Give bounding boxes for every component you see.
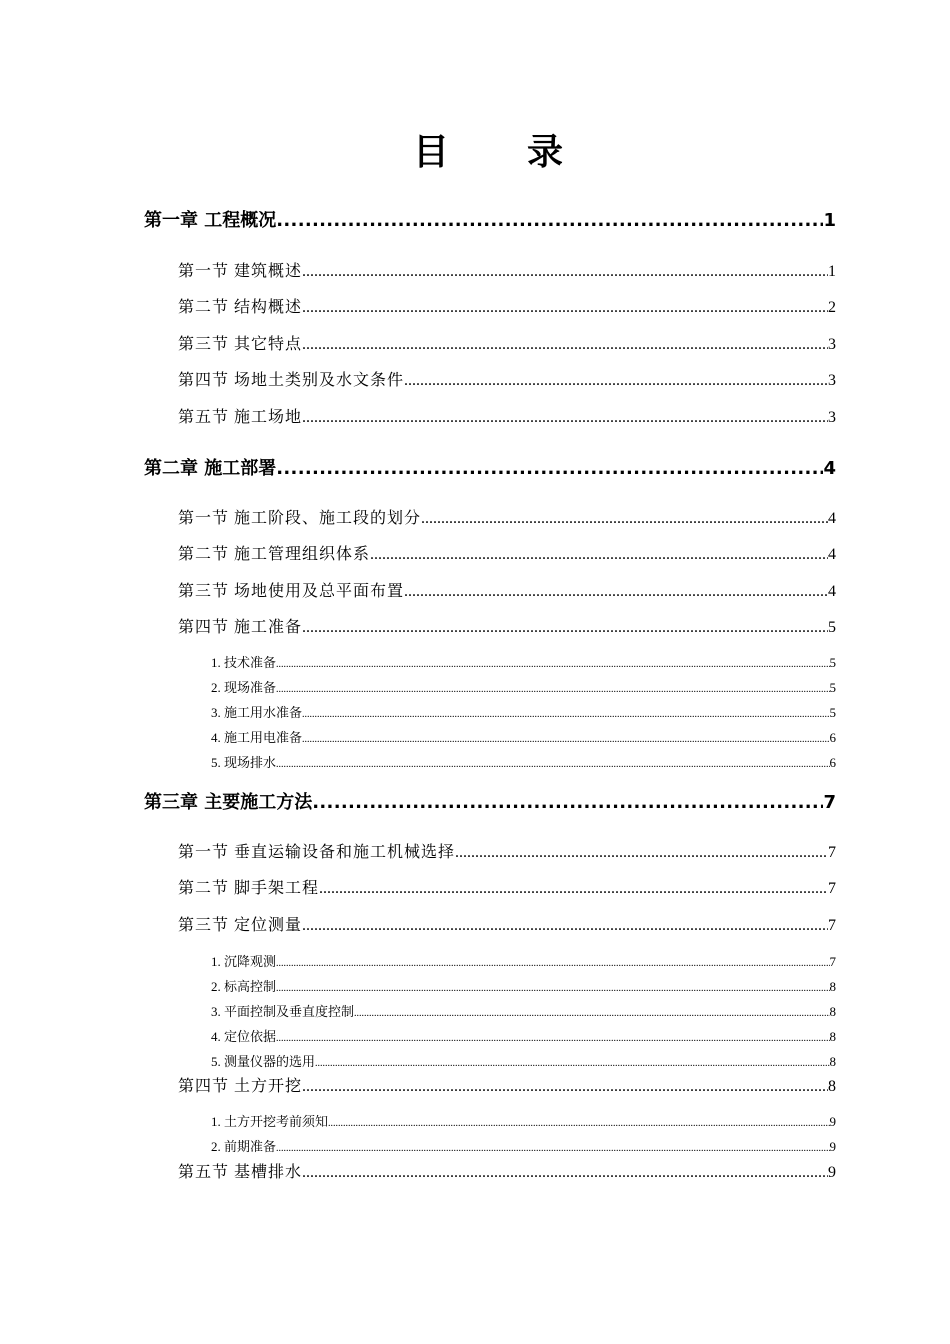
dot-leader — [276, 1143, 829, 1154]
dot-leader — [328, 1118, 829, 1129]
toc-entry-page-number: 1 — [823, 210, 836, 231]
dot-leader — [302, 1078, 828, 1096]
dot-leader — [370, 546, 828, 564]
dot-leader — [302, 917, 828, 935]
dot-leader — [276, 684, 829, 695]
toc-entry-section[interactable] — [178, 367, 836, 391]
toc-entry-page-number: 8 — [829, 1004, 836, 1019]
dot-leader — [302, 1164, 828, 1182]
toc-entry-section[interactable] — [178, 614, 836, 638]
toc-entry-item[interactable] — [211, 1026, 836, 1046]
toc-entry-section[interactable] — [178, 839, 836, 863]
toc-entry-label: 第一节 建筑概述 — [178, 263, 303, 280]
dot-leader — [276, 458, 823, 479]
toc-entry-page-number: 4 — [828, 546, 836, 563]
dot-leader — [404, 372, 828, 390]
toc-entry-page-number: 2 — [828, 299, 836, 316]
toc-entry-page-number: 9 — [829, 1114, 836, 1129]
toc-entry-page-number: 7 — [828, 844, 836, 861]
toc-entry-label: 4. 定位依据 — [211, 1029, 277, 1044]
toc-entry-label: 5. 测量仪器的选用 — [211, 1054, 316, 1069]
toc-entry-chapter[interactable] — [144, 454, 836, 482]
toc-entry-label: 第三章 主要施工方法 — [144, 792, 313, 813]
dot-leader — [455, 844, 828, 862]
toc-entry-page-number: 4 — [828, 510, 836, 527]
toc-entry-page-number: 4 — [828, 583, 836, 600]
dot-leader — [312, 792, 823, 813]
toc-entry-section[interactable] — [178, 331, 836, 355]
toc-entry-page-number: 9 — [829, 1139, 836, 1154]
toc-entry-item[interactable] — [211, 1051, 836, 1071]
toc-entry-label: 4. 施工用电准备 — [211, 730, 303, 745]
toc-entry-page-number: 1 — [828, 263, 836, 280]
dot-leader — [302, 619, 828, 637]
toc-entry-label: 第一节 垂直运输设备和施工机械选择 — [178, 844, 456, 861]
toc-entry-label: 第五节 施工场地 — [178, 409, 303, 426]
toc-entry-section[interactable] — [178, 541, 836, 565]
toc-title-char-1: 目 — [413, 132, 450, 173]
dot-leader — [276, 659, 829, 670]
dot-leader — [302, 734, 829, 745]
toc-entry-label: 第四节 场地土类别及水文条件 — [178, 372, 405, 389]
toc-entry-section[interactable] — [178, 1073, 836, 1097]
dot-leader — [404, 583, 828, 601]
toc-entry-item[interactable] — [211, 1001, 836, 1021]
dot-leader — [276, 958, 829, 969]
toc-entry-page-number: 7 — [823, 792, 836, 813]
toc-entry-item[interactable] — [211, 951, 836, 971]
toc-entry-label: 第五节 基槽排水 — [178, 1164, 303, 1181]
toc-entry-item[interactable] — [211, 752, 836, 772]
dot-leader — [276, 759, 829, 770]
toc-entry-label: 第四节 土方开挖 — [178, 1078, 303, 1095]
dot-leader — [315, 1058, 829, 1069]
dot-leader — [302, 409, 828, 427]
toc-entry-label: 1. 土方开挖考前须知 — [211, 1114, 329, 1129]
toc-entry-label: 第二章 施工部署 — [144, 458, 277, 479]
toc-entry-chapter[interactable] — [144, 788, 836, 816]
toc-entry-label: 2. 现场准备 — [211, 680, 277, 695]
toc-entry-page-number: 8 — [829, 1054, 836, 1069]
toc-entry-page-number: 7 — [829, 954, 836, 969]
toc-entry-label: 2. 前期准备 — [211, 1139, 277, 1154]
toc-entry-section[interactable] — [178, 505, 836, 529]
dot-leader — [276, 210, 823, 231]
toc-entry-label: 3. 施工用水准备 — [211, 705, 303, 720]
toc-entry-page-number: 8 — [828, 1078, 836, 1095]
toc-entry-label: 第二节 脚手架工程 — [178, 880, 320, 897]
toc-title-char-2: 录 — [527, 132, 564, 173]
toc-entry-label: 1. 技术准备 — [211, 655, 277, 670]
toc-entry-page-number: 5 — [829, 705, 836, 720]
toc-entry-item[interactable] — [211, 976, 836, 996]
toc-entry-label: 第三节 其它特点 — [178, 336, 303, 353]
dot-leader — [302, 336, 828, 354]
toc-entry-section[interactable] — [178, 1159, 836, 1183]
toc-entry-page-number: 6 — [829, 755, 836, 770]
dot-leader — [354, 1008, 829, 1019]
toc-entry-chapter[interactable] — [144, 206, 836, 234]
toc-entry-item[interactable] — [211, 702, 836, 722]
dot-leader — [302, 299, 828, 317]
toc-entry-page-number: 7 — [828, 917, 836, 934]
toc-entry-label: 1. 沉降观测 — [211, 954, 277, 969]
toc-entry-section[interactable] — [178, 578, 836, 602]
toc-entry-page-number: 7 — [828, 880, 836, 897]
dot-leader — [319, 880, 828, 898]
toc-entry-label: 第三节 定位测量 — [178, 917, 303, 934]
toc-entry-item[interactable] — [211, 677, 836, 697]
dot-leader — [276, 983, 829, 994]
dot-leader — [276, 1033, 829, 1044]
toc-entry-section[interactable] — [178, 294, 836, 318]
toc-entry-label: 第四节 施工准备 — [178, 619, 303, 636]
toc-entry-item[interactable] — [211, 727, 836, 747]
toc-entry-page-number: 6 — [829, 730, 836, 745]
toc-entry-label: 第二节 施工管理组织体系 — [178, 546, 371, 563]
toc-entry-label: 2. 标高控制 — [211, 979, 277, 994]
toc-entry-label: 5. 现场排水 — [211, 755, 277, 770]
toc-entry-section[interactable] — [178, 912, 836, 936]
toc-entry-page-number: 8 — [829, 979, 836, 994]
dot-leader — [302, 263, 828, 281]
toc-entry-page-number: 4 — [823, 458, 836, 479]
dot-leader — [421, 510, 828, 528]
toc-entry-page-number: 5 — [829, 655, 836, 670]
toc-entry-label: 第二节 结构概述 — [178, 299, 303, 316]
toc-entry-page-number: 3 — [828, 372, 836, 389]
toc-entry-label: 3. 平面控制及垂直度控制 — [211, 1004, 355, 1019]
toc-entry-label: 第一章 工程概况 — [144, 210, 277, 231]
toc-entry-page-number: 3 — [828, 409, 836, 426]
toc-entry-label: 第三节 场地使用及总平面布置 — [178, 583, 405, 600]
toc-entry-page-number: 9 — [828, 1164, 836, 1181]
toc-entry-page-number: 3 — [828, 336, 836, 353]
toc-entry-item[interactable] — [211, 652, 836, 672]
dot-leader — [302, 709, 829, 720]
toc-entry-item[interactable] — [211, 1111, 836, 1131]
toc-entry-section[interactable] — [178, 404, 836, 428]
toc-entry-item[interactable] — [211, 1136, 836, 1156]
toc-entry-label: 第一节 施工阶段、施工段的划分 — [178, 510, 422, 527]
toc-entry-page-number: 5 — [828, 619, 836, 636]
toc-entry-section[interactable] — [178, 875, 836, 899]
toc-entry-page-number: 8 — [829, 1029, 836, 1044]
toc-entry-page-number: 5 — [829, 680, 836, 695]
toc-entry-section[interactable] — [178, 258, 836, 282]
